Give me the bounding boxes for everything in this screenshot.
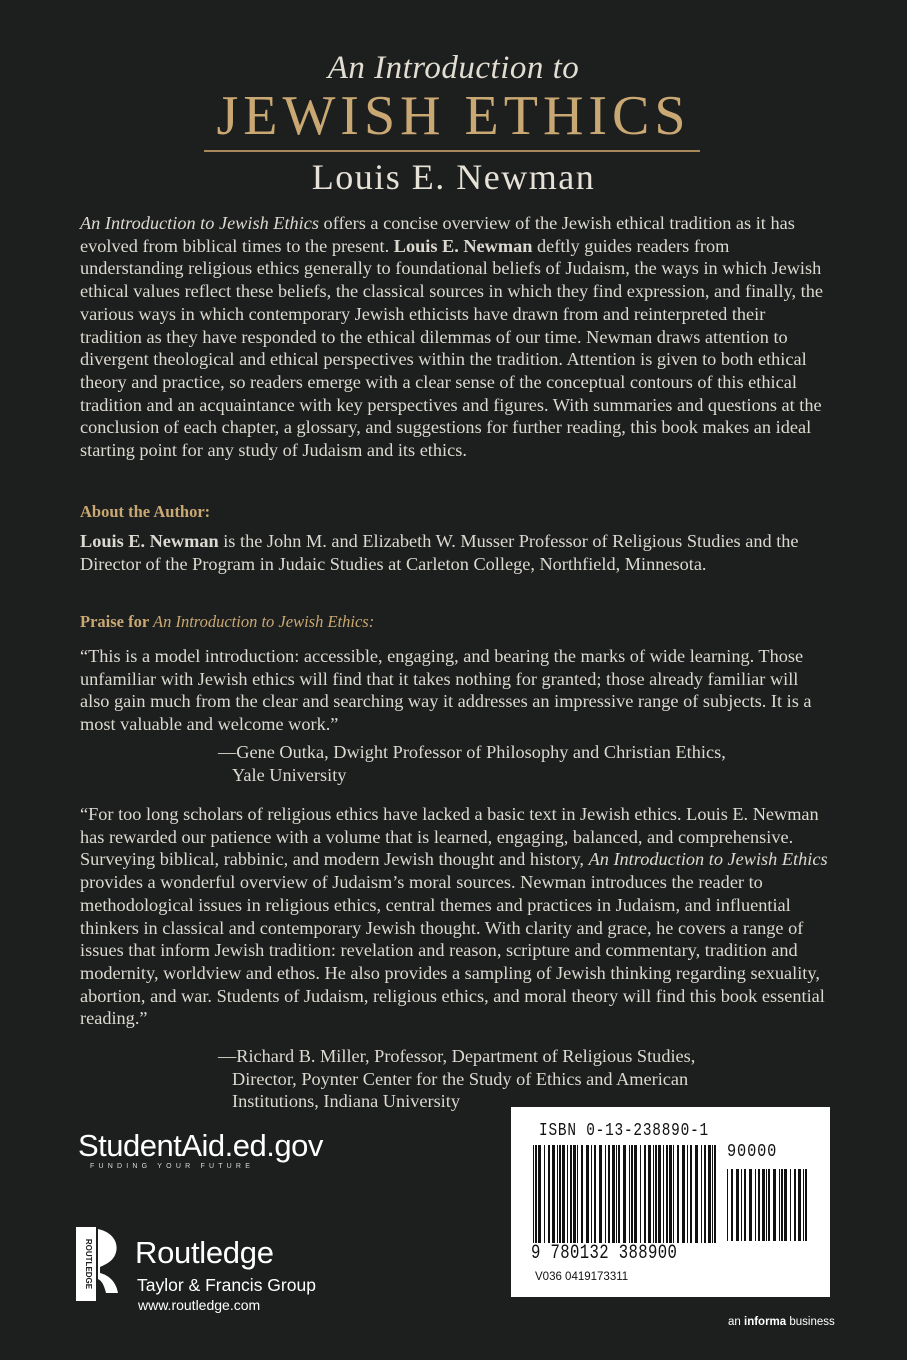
barcode-bar bbox=[544, 1145, 545, 1243]
praise-heading-title: An Introduction to Jewish Ethics: bbox=[153, 612, 375, 631]
informa-suffix: business bbox=[786, 1316, 835, 1328]
barcode-bar bbox=[768, 1169, 770, 1241]
barcode-bar bbox=[687, 1145, 688, 1243]
barcode-bar bbox=[758, 1169, 760, 1241]
barcode-bar bbox=[741, 1169, 742, 1241]
barcode-bar bbox=[744, 1169, 746, 1241]
attribution-2-line-3: Institutions, Indiana University bbox=[232, 1091, 460, 1112]
barcode-bar bbox=[755, 1169, 756, 1241]
barcode-bar bbox=[673, 1145, 674, 1243]
description-author-name: Louis E. Newman bbox=[393, 235, 533, 256]
barcode-bar bbox=[612, 1145, 615, 1243]
barcode-bar bbox=[618, 1145, 620, 1243]
barcode-bar bbox=[695, 1145, 698, 1243]
price-code: 90000 bbox=[727, 1142, 778, 1162]
description-book-title: An Introduction to Jewish Ethics bbox=[80, 213, 319, 233]
barcode-bar bbox=[658, 1145, 661, 1243]
quote-2-book-title: An Introduction to Jewish Ethics bbox=[588, 849, 828, 870]
barcode-bar bbox=[567, 1145, 568, 1243]
barcode-bar bbox=[762, 1169, 765, 1241]
price-barcode bbox=[725, 1169, 809, 1241]
svg-text:ROUTLEDGE: ROUTLEDGE bbox=[84, 1238, 93, 1290]
informa-prefix: an bbox=[728, 1316, 744, 1328]
praise-heading-prefix: Praise for bbox=[80, 612, 154, 631]
studentaid-tagline: FUNDING YOUR FUTURE bbox=[90, 1163, 255, 1170]
barcode-bar bbox=[548, 1145, 550, 1243]
attribution-2-line-1: —Richard B. Miller, Professor, Department of Religious Studies, bbox=[218, 1046, 696, 1066]
attribution-2-line-2: Director, Poynter Center for the Study of Ethics and American bbox=[232, 1068, 689, 1089]
barcode-bar bbox=[570, 1145, 572, 1243]
barcode-bar bbox=[591, 1145, 592, 1243]
barcode-bar bbox=[634, 1145, 637, 1243]
cover-title: JEWISH ETHICS bbox=[216, 85, 691, 147]
barcode-bar bbox=[655, 1145, 657, 1243]
barcode-bar bbox=[779, 1169, 780, 1241]
about-heading: About the Author: bbox=[80, 502, 211, 521]
praise-attribution-1 bbox=[218, 741, 726, 786]
barcode-bar bbox=[552, 1145, 555, 1243]
barcode-bar bbox=[749, 1169, 752, 1241]
barcode-bar bbox=[736, 1169, 739, 1241]
ean-digits: 9 780132 388900 bbox=[531, 1242, 678, 1265]
barcode-bar bbox=[784, 1169, 787, 1241]
cover-subtitle: An Introduction to bbox=[327, 50, 580, 86]
description-part1: offers a concise overview of the Jewish ethical tradition as it has evolved from biblical times to the present. bbox=[80, 213, 795, 256]
barcode-bar bbox=[577, 1145, 578, 1243]
cover-author: Louis E. Newman bbox=[311, 157, 596, 197]
barcode-bar bbox=[731, 1169, 733, 1241]
barcode-bar bbox=[538, 1145, 541, 1243]
barcode-bar bbox=[803, 1169, 804, 1241]
barcode-bar bbox=[623, 1145, 626, 1243]
informa-tagline bbox=[728, 1316, 835, 1328]
barcode-bar bbox=[644, 1145, 646, 1243]
attribution-1-line-2: Yale University bbox=[232, 764, 347, 785]
barcode-bar bbox=[669, 1145, 672, 1243]
barcode-bar bbox=[562, 1145, 565, 1243]
barcode-bar bbox=[690, 1145, 692, 1243]
barcode-bar bbox=[790, 1169, 791, 1241]
barcode-bar bbox=[631, 1145, 633, 1243]
barcode-bar bbox=[559, 1145, 561, 1243]
about-text bbox=[80, 530, 830, 575]
barcode-bar bbox=[653, 1145, 654, 1243]
studentaid-logo: StudentAid.ed.gov bbox=[78, 1128, 323, 1163]
barcode-bar bbox=[781, 1169, 783, 1241]
barcode-bar bbox=[599, 1145, 602, 1243]
barcode-bar bbox=[594, 1145, 596, 1243]
ean-barcode bbox=[531, 1145, 721, 1243]
barcode-bar bbox=[712, 1145, 713, 1243]
about-author-name: Louis E. Newman bbox=[80, 531, 219, 551]
barcode-bar bbox=[573, 1145, 576, 1243]
book-description bbox=[80, 212, 830, 462]
barcode-bar bbox=[773, 1169, 776, 1241]
barcode-bar bbox=[766, 1169, 767, 1241]
barcode-bar bbox=[663, 1145, 664, 1243]
title-divider bbox=[204, 150, 700, 152]
quote-2-part-2: provides a wonderful overview of Judaism’s moral sources. Newman introduces the reader to methodological issues in religious ethics, central themes and practices in Judaism, and influential thinkers in classical and contemporary Jewish thought. With clarity and grace, he covers a range of issues that inform Jewish tradition: revelation and reason, scripture and commentary, tradition and modernity, worldview and ethos. He also provides a sampling of Jewish thinking regarding sexuality, abortion, and war. Students of Judaism, religious ethics, and moral theory will find this book essential reading.” bbox=[80, 872, 825, 1029]
barcode-bar bbox=[677, 1145, 679, 1243]
barcode-bar bbox=[727, 1169, 728, 1241]
about-bio: is the John M. and Elizabeth W. Musser Professor of Religious Studies and the Director of the Program in Judaic Studies at Carleton College, Northfield, Minnesota. bbox=[80, 531, 799, 574]
praise-quote-2 bbox=[80, 803, 830, 1030]
barcode-label bbox=[511, 1107, 830, 1297]
quote-2-part-1: “For too long scholars of religious ethics have lacked a basic text in Jewish ethics. Louis E. Newman has rewarded our patience with a volume that is learned, engaging, balanced, and comprehensive. Surveying biblical, rabbinic, and modern Jewish thought and history, bbox=[80, 804, 819, 870]
barcode-bar bbox=[708, 1145, 711, 1243]
routledge-name: Routledge bbox=[135, 1235, 274, 1270]
barcode-bar bbox=[640, 1145, 641, 1243]
routledge-group: Taylor & Francis Group bbox=[137, 1275, 316, 1295]
praise-attribution-2 bbox=[218, 1045, 695, 1113]
barcode-bar bbox=[629, 1145, 630, 1243]
isbn-text: ISBN 0-13-238890-1 bbox=[539, 1121, 709, 1141]
barcode-bar bbox=[605, 1145, 606, 1243]
barcode-bar bbox=[616, 1145, 617, 1243]
description-part2: deftly guides readers from understanding religious ethics generally to foundational beliefs of Judaism, the ways in which Jewish ethical values reflect these beliefs, the classical sources in which they find expression, and finally, the various ways in which contemporary Jewish ethicists have drawn from and reinterpreted their tradition as they have responded to the ethical dilemmas of our time. Newman draws attention to divergent theological and ethical perspectives within the tradition. Attention is given to both ethical theory and practice, so readers emerge with a clear sense of the conceptual contours of this ethical tradition and an acquaintance with key perspectives and figures. With summaries and questions at the conclusion of each chapter, a glossary, and suggestions for further reading, this book makes an ideal starting point for any study of Judaism and its ethics. bbox=[80, 235, 824, 461]
barcode-bar bbox=[682, 1145, 685, 1243]
informa-brand: informa bbox=[744, 1316, 787, 1328]
barcode-bar bbox=[586, 1145, 589, 1243]
barcode-bar bbox=[608, 1145, 610, 1243]
barcode-bar bbox=[798, 1169, 801, 1241]
barcode-bar bbox=[557, 1145, 558, 1243]
barcode-bar bbox=[704, 1145, 706, 1243]
barcode-bar bbox=[666, 1145, 668, 1243]
attribution-1-line-1: —Gene Outka, Dwight Professor of Philosophy and Christian Ethics, bbox=[218, 742, 726, 762]
barcode-bar bbox=[581, 1145, 583, 1243]
barcode-bar bbox=[714, 1145, 716, 1243]
barcode-bar bbox=[648, 1145, 651, 1243]
barcode-bar bbox=[794, 1169, 796, 1241]
praise-quote-1: “This is a model introduction: accessible, engaging, and bearing the marks of wide learning. Those unfamiliar with Jewish ethics will find that it takes nothing for granted; those already familiar will also gain much from the clear and searching way it addresses an impressive range of subjects. It is a most valuable and welcome work.” bbox=[80, 646, 812, 735]
praise-heading bbox=[80, 612, 374, 632]
routledge-url[interactable]: www.routledge.com bbox=[138, 1297, 261, 1313]
barcode-vcode: V036 0419173311 bbox=[535, 1271, 629, 1283]
barcode-bar bbox=[701, 1145, 702, 1243]
routledge-logo-icon bbox=[76, 1227, 122, 1301]
barcode-bar bbox=[535, 1145, 537, 1243]
barcode-bar bbox=[805, 1169, 807, 1241]
barcode-bar bbox=[533, 1145, 534, 1243]
